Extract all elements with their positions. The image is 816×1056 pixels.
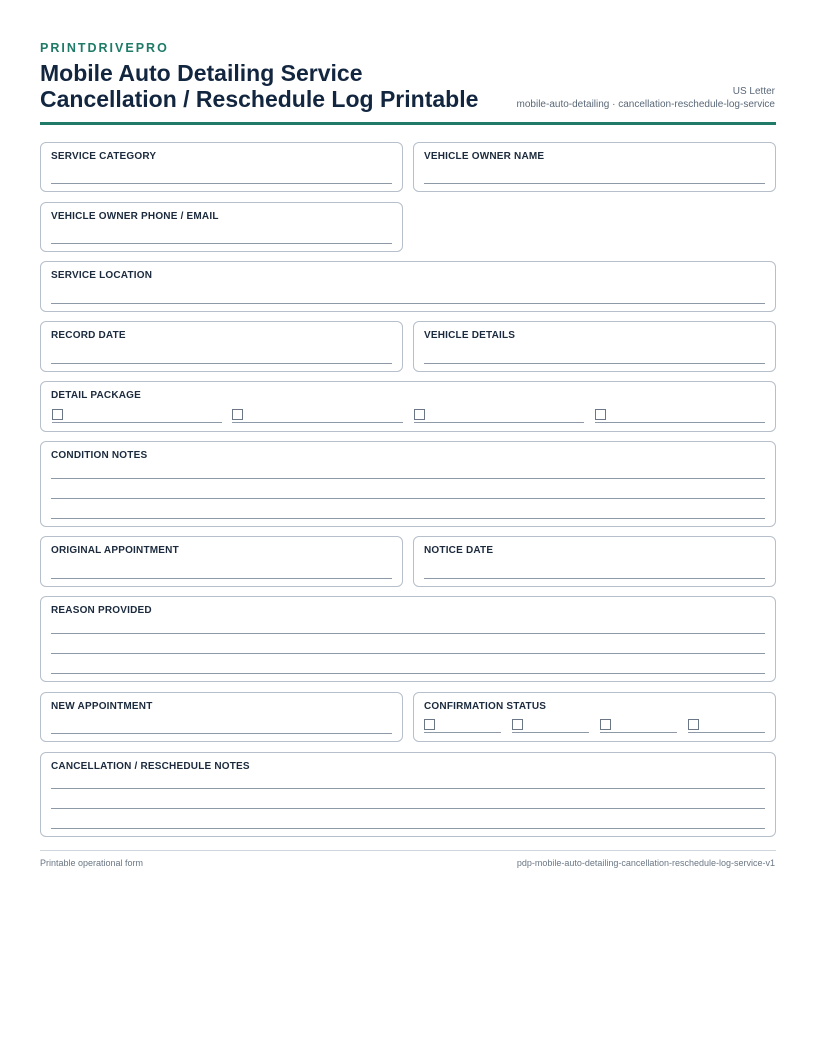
page-meta	[517, 85, 775, 111]
option-line	[688, 732, 765, 733]
confirmation-status-field	[413, 692, 776, 742]
reason-provided-label: REASON PROVIDED	[51, 605, 152, 616]
checkbox[interactable]	[414, 409, 425, 420]
vehicle-details-field[interactable]	[413, 321, 776, 372]
original-appointment-line[interactable]	[51, 578, 392, 579]
detail-package-option-2[interactable]	[232, 409, 403, 423]
detail-package-option-3[interactable]	[414, 409, 584, 423]
vehicle-owner-contact-line[interactable]	[51, 243, 392, 244]
service-location-line[interactable]	[51, 303, 765, 304]
cancellation-notes-line-2[interactable]	[51, 808, 765, 809]
new-appointment-line[interactable]	[51, 733, 392, 734]
reason-provided-line-3[interactable]	[51, 673, 765, 674]
service-location-label: SERVICE LOCATION	[51, 270, 153, 281]
notice-date-line[interactable]	[424, 578, 765, 579]
condition-notes-line-3[interactable]	[51, 518, 765, 519]
new-appointment-field[interactable]	[40, 692, 403, 742]
reason-provided-field[interactable]	[40, 596, 776, 682]
page-title-line-1: Mobile Auto Detailing Service	[40, 60, 363, 86]
option-line	[424, 732, 501, 733]
cancellation-notes-field[interactable]	[40, 752, 776, 837]
confirmation-status-option-4[interactable]	[688, 719, 765, 733]
notice-date-field[interactable]	[413, 536, 776, 587]
record-date-label: RECORD DATE	[51, 330, 126, 341]
header-divider	[40, 122, 776, 125]
vehicle-owner-contact-label: VEHICLE OWNER PHONE / EMAIL	[51, 211, 219, 222]
cancellation-notes-line-1[interactable]	[51, 788, 765, 789]
detail-package-label: DETAIL PACKAGE	[51, 390, 142, 401]
page-title	[40, 60, 478, 112]
record-date-field[interactable]	[40, 321, 403, 372]
brand-name: PRINTDRIVEPRO	[40, 41, 169, 55]
condition-notes-line-2[interactable]	[51, 498, 765, 499]
form-slug: mobile-auto-detailing · cancellation-reschedule-log-service	[516, 99, 775, 110]
checkbox[interactable]	[688, 719, 699, 730]
option-line	[600, 732, 677, 733]
checkbox[interactable]	[232, 409, 243, 420]
original-appointment-label: ORIGINAL APPOINTMENT	[51, 545, 179, 556]
confirmation-status-label: CONFIRMATION STATUS	[424, 701, 547, 712]
record-date-line[interactable]	[51, 363, 392, 364]
detail-package-option-1[interactable]	[52, 409, 222, 423]
condition-notes-label: CONDITION NOTES	[51, 450, 148, 461]
footer-left-text: Printable operational form	[40, 858, 144, 868]
option-line	[414, 422, 584, 423]
detail-package-field	[40, 381, 776, 432]
checkbox[interactable]	[512, 719, 523, 730]
option-line	[52, 422, 222, 423]
paper-size: US Letter	[732, 86, 775, 97]
original-appointment-field[interactable]	[40, 536, 403, 587]
service-location-field[interactable]	[40, 261, 776, 312]
confirmation-status-option-3[interactable]	[600, 719, 677, 733]
option-line	[232, 422, 403, 423]
checkbox[interactable]	[600, 719, 611, 730]
footer-divider	[40, 850, 776, 851]
service-category-label: SERVICE CATEGORY	[51, 151, 157, 162]
condition-notes-line-1[interactable]	[51, 478, 765, 479]
reason-provided-line-1[interactable]	[51, 633, 765, 634]
reason-provided-line-2[interactable]	[51, 653, 765, 654]
checkbox[interactable]	[424, 719, 435, 730]
option-line	[595, 422, 765, 423]
vehicle-owner-name-label: VEHICLE OWNER NAME	[424, 151, 545, 162]
new-appointment-label: NEW APPOINTMENT	[51, 701, 153, 712]
vehicle-owner-name-line[interactable]	[424, 183, 765, 184]
confirmation-status-option-1[interactable]	[424, 719, 501, 733]
vehicle-owner-name-field[interactable]	[413, 142, 776, 192]
detail-package-option-4[interactable]	[595, 409, 765, 423]
cancellation-notes-line-3[interactable]	[51, 828, 765, 829]
vehicle-details-line[interactable]	[424, 363, 765, 364]
cancellation-notes-label: CANCELLATION / RESCHEDULE NOTES	[51, 761, 250, 772]
option-line	[512, 732, 589, 733]
vehicle-details-label: VEHICLE DETAILS	[424, 330, 516, 341]
checkbox[interactable]	[595, 409, 606, 420]
footer-form-id: pdp-mobile-auto-detailing-cancellation-reschedule-log-service-v1	[516, 858, 775, 868]
notice-date-label: NOTICE DATE	[424, 545, 494, 556]
checkbox[interactable]	[52, 409, 63, 420]
page-title-line-2: Cancellation / Reschedule Log Printable	[40, 86, 479, 112]
confirmation-status-option-2[interactable]	[512, 719, 589, 733]
condition-notes-field[interactable]	[40, 441, 776, 527]
service-category-field[interactable]	[40, 142, 403, 192]
service-category-line[interactable]	[51, 183, 392, 184]
vehicle-owner-contact-field[interactable]	[40, 202, 403, 252]
